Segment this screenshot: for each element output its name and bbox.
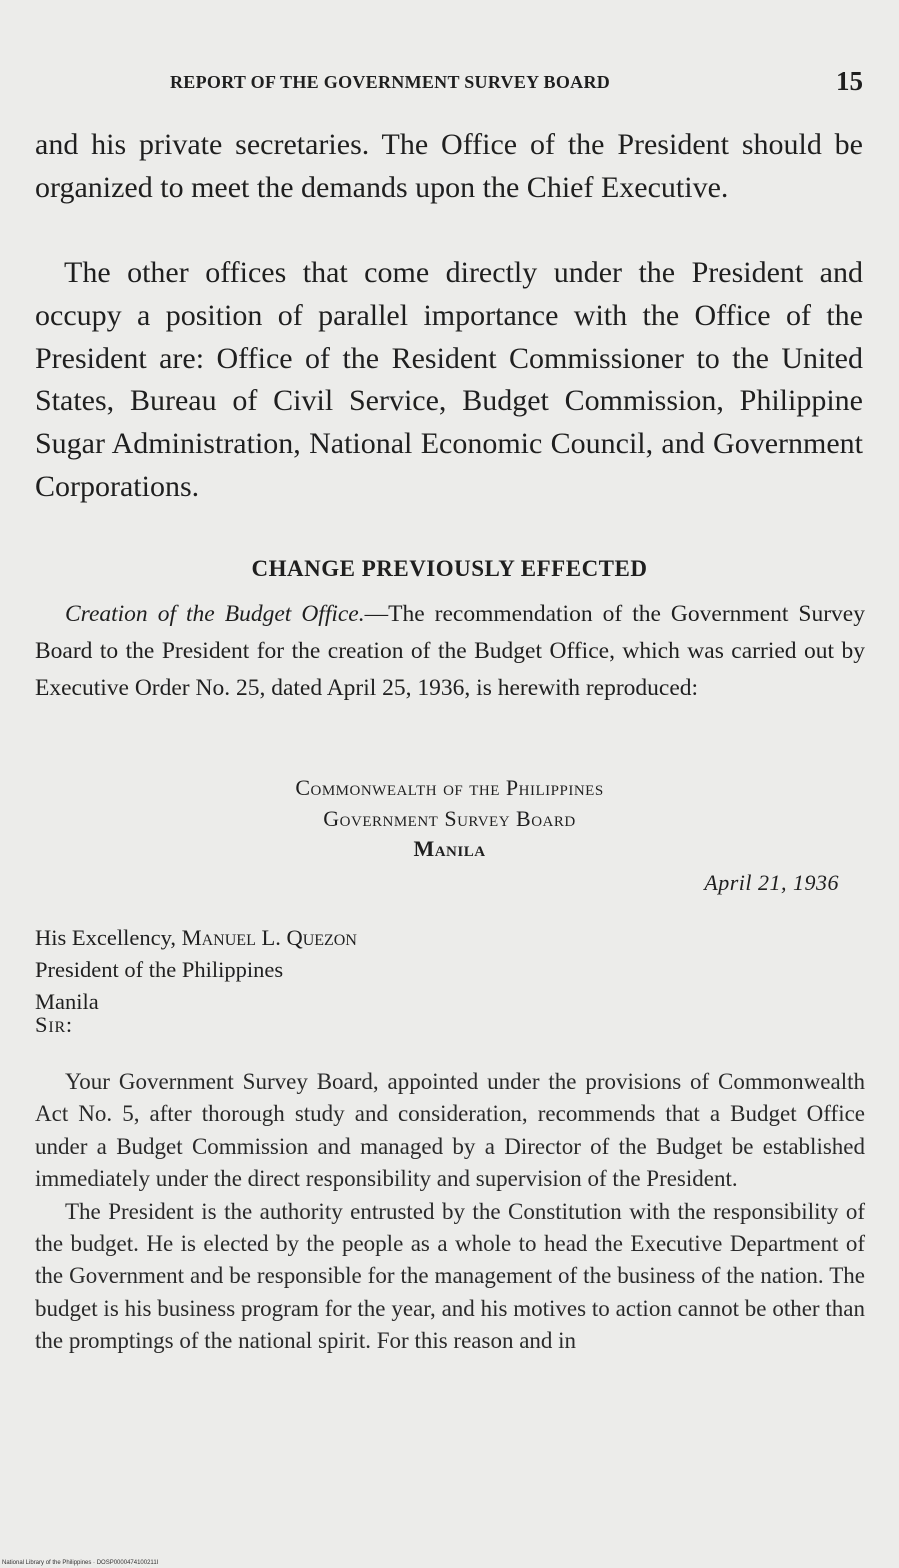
intro-paragraph-text: and his private secretaries. The Office of the President should be organized to meet the demands upon the Chief Executive.	[35, 128, 863, 204]
letter-paragraph-1: Your Government Survey Board, appointed under the provisions of Commonwealth Act No. 5, after thorough study and consideration, recommends that a Budget Office under a Budget Commission and managed by a Director of the Budget be established immediately under the direct responsibility and supervision of the President.	[35, 1069, 865, 1192]
letter-date: April 21, 1936	[704, 870, 839, 895]
letterhead-line-3: Manila	[413, 836, 486, 861]
addressee-name: Manuel L. Quezon	[181, 925, 357, 950]
addressee-city: Manila	[35, 989, 99, 1014]
letter-body	[35, 1066, 865, 1358]
offices-paragraph-text: The other offices that come directly under the President and occupy a position of parallel importance with the Office of the President are: Office of the Resident Commissioner to the United States, Bureau of Civil Service, Budget Commission, Philippine Sugar Administration, National Economic Council, and Government Corporations.	[35, 256, 863, 503]
salutation: Sir:	[35, 1012, 73, 1037]
letterhead	[0, 773, 899, 865]
letterhead-line-2: Government Survey Board	[323, 805, 576, 831]
letter-paragraph-2: The President is the authority entrusted by the Constitution with the responsibility of the budget. He is elected by the people as a whole to head the Executive Department of the Government and be responsible for the management of the business of the nation. The budget is his business program for the year, and his motives to action cannot be other than the promptings of the national spirit. For this reason and in	[35, 1198, 865, 1354]
offices-paragraph	[35, 252, 863, 509]
page-number: 15	[836, 66, 863, 96]
letterhead-line-1: Commonwealth of the Philippines	[295, 775, 604, 800]
budget-office-paragraph	[35, 596, 865, 707]
budget-office-text	[35, 596, 865, 707]
budget-office-body: —The recommendation of the Government Survey Board to the President for the creation of the Budget Office, which was carried out by Executive Order No. 25, dated April 25, 1936, is herewith reproduced:	[35, 601, 865, 701]
addressee-prefix: His Excellency,	[35, 925, 176, 950]
footer-credit: National Library of the Philippines · DOSP0000474100211I	[2, 1560, 159, 1566]
section-heading: CHANGE PREVIOUSLY EFFECTED	[251, 556, 648, 581]
addressee-title: President of the Philippines	[35, 957, 284, 982]
addressee-line-1	[35, 922, 357, 954]
running-head: REPORT OF THE GOVERNMENT SURVEY BOARD	[170, 72, 611, 92]
addressee-block	[35, 922, 357, 1018]
intro-paragraph	[35, 124, 863, 210]
budget-office-lead: Creation of the Budget Office.	[65, 601, 365, 627]
